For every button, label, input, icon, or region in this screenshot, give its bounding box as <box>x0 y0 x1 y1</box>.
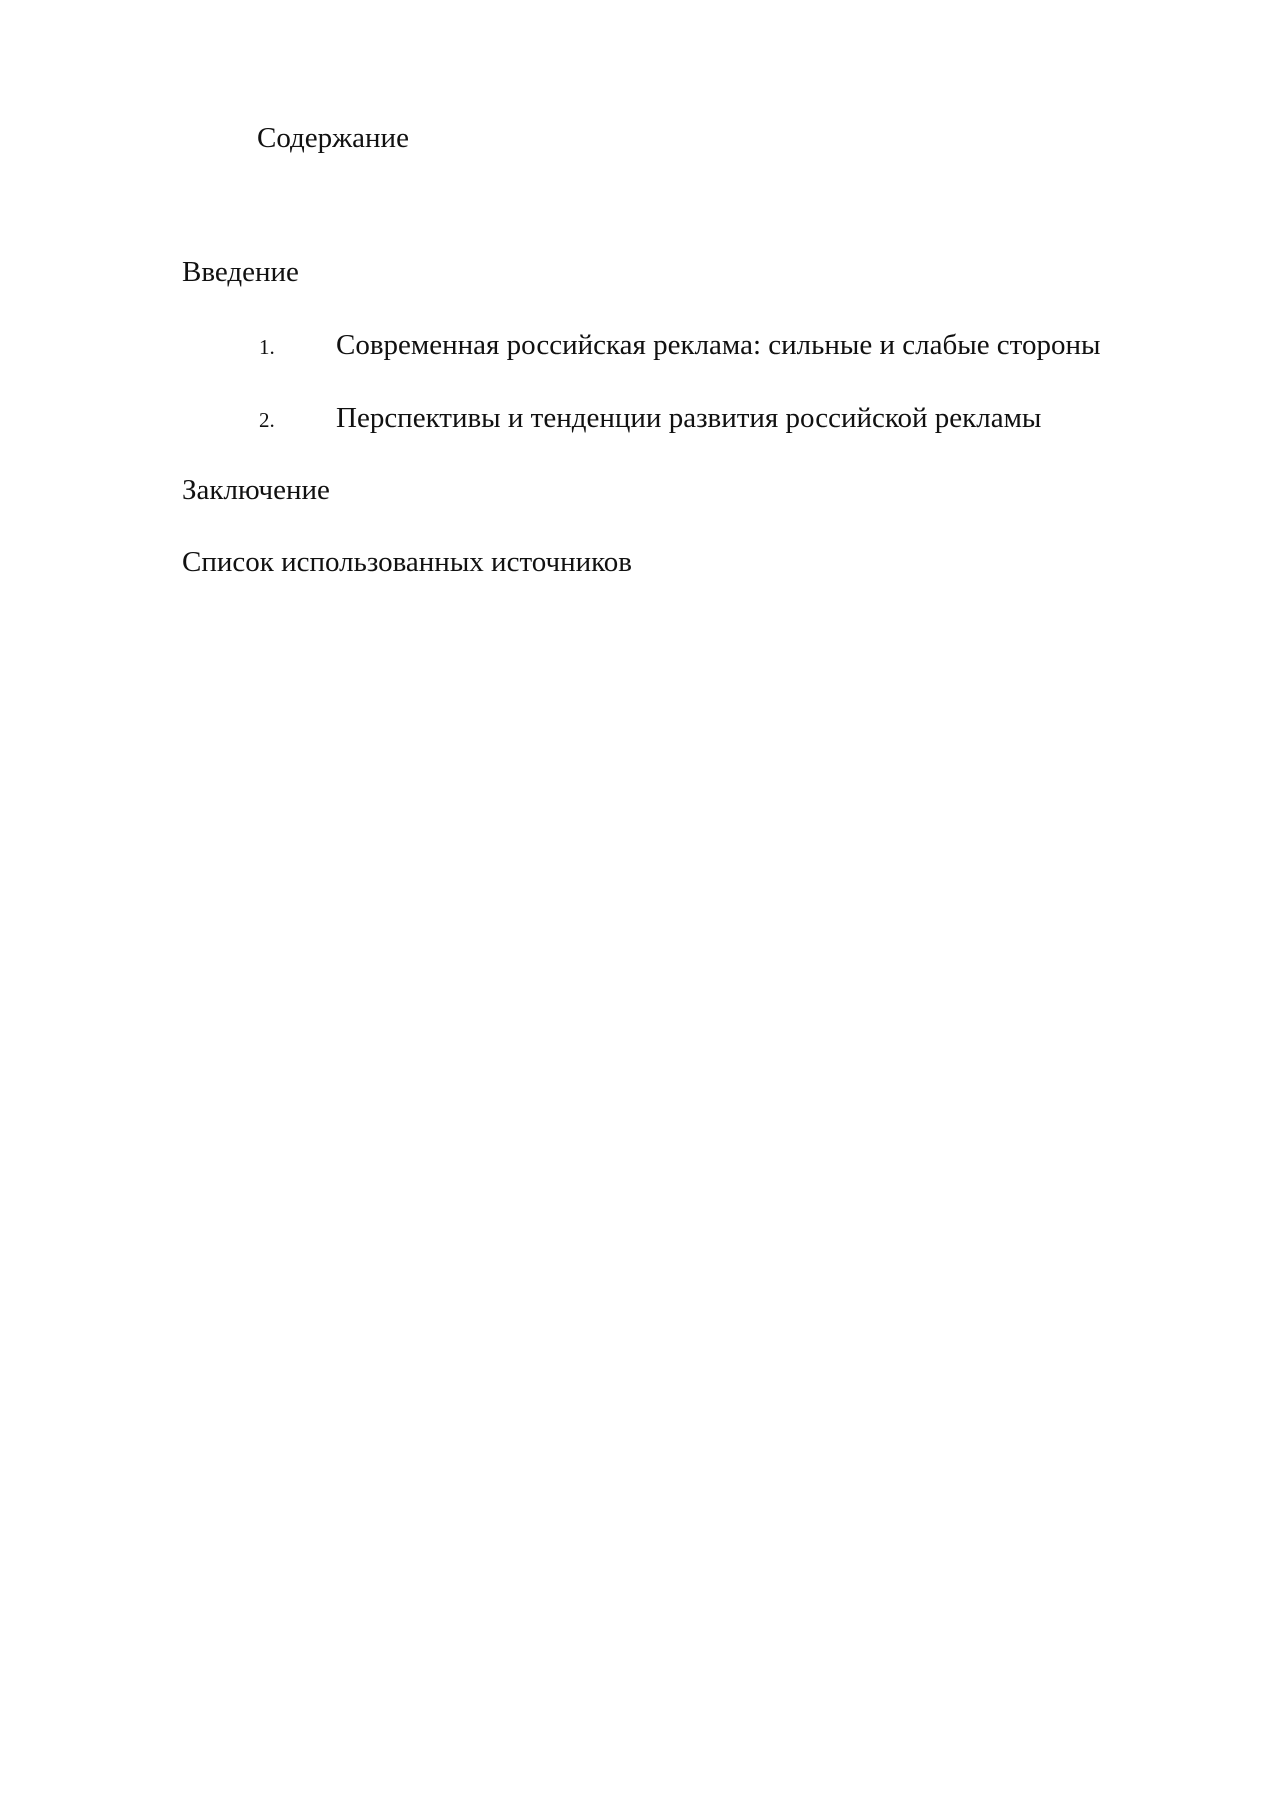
toc-item-number: 1. <box>259 335 275 359</box>
toc-item-number: 2. <box>259 408 275 432</box>
toc-entry-introduction: Введение <box>182 256 299 288</box>
table-of-contents-title: Содержание <box>257 122 409 154</box>
toc-item-text: Перспективы и тенденции развития российской рекламы <box>336 402 1042 434</box>
toc-item-text: Современная российская реклама: сильные и слабые стороны <box>336 329 1101 361</box>
toc-entry-conclusion: Заключение <box>182 474 330 506</box>
toc-entry-sources: Список использованных источников <box>182 546 632 578</box>
